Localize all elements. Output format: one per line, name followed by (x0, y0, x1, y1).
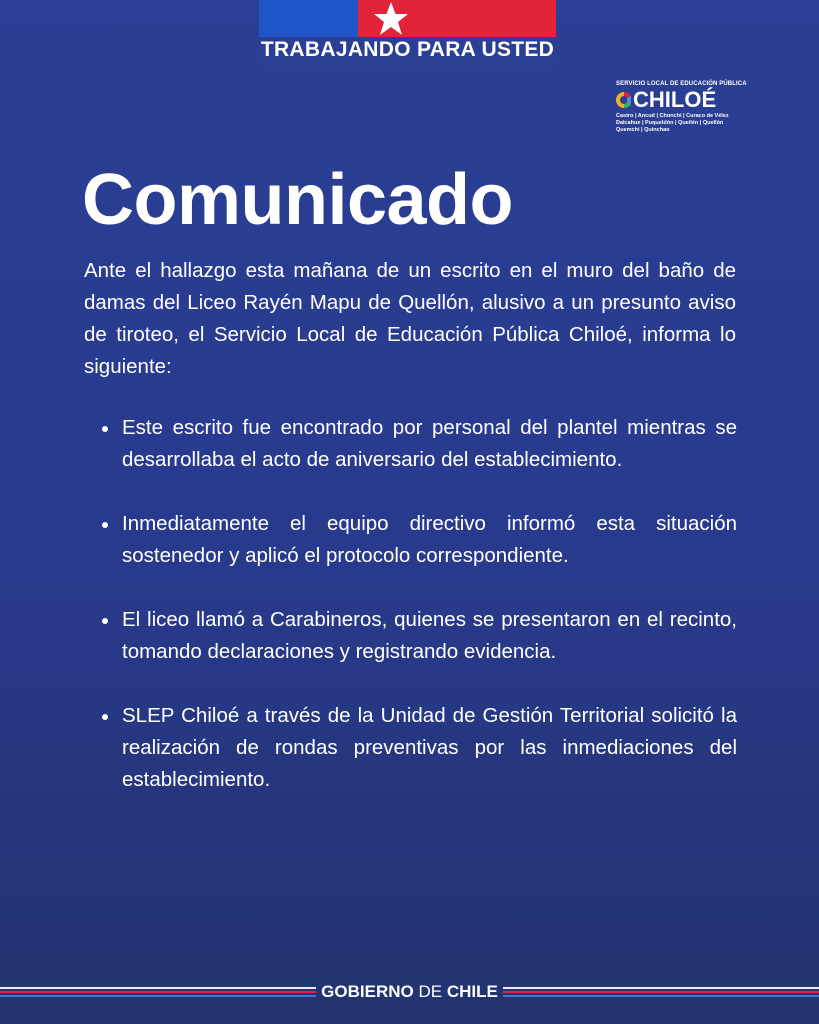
list-item-text: Inmediatamente el equipo directivo informó esta situación sostenedor y aplicó el protocolo correspondiente. (122, 512, 737, 567)
bullet-list (122, 412, 737, 828)
star-icon (372, 0, 410, 37)
bullet-dot-icon (102, 426, 108, 432)
logo-communes: Castro | Ancud | Chonchi | Curaco de Vélez Dalcahue | Puqueldón | Queilén | Quellón Quemchi | Quinchao (616, 113, 729, 133)
list-item (122, 700, 737, 796)
list-item (122, 412, 737, 476)
list-item-text: SLEP Chiloé a través de la Unidad de Gestión Territorial solicitó la realización de rondas preventivas por las inmediaciones del establecimiento. (122, 704, 737, 791)
list-item (122, 508, 737, 572)
logo-mark-icon (616, 91, 632, 109)
page-title: Comunicado (82, 160, 514, 240)
flag-blue-field (259, 0, 358, 37)
tagline: TRABAJANDO PARA USTED (260, 38, 555, 61)
bullet-dot-icon (102, 714, 108, 720)
footer-stripes-right (503, 987, 819, 997)
logo-name: CHILOÉ (633, 87, 717, 112)
bullet-dot-icon (102, 522, 108, 528)
footer-gobierno: GOBIERNO (321, 982, 414, 1001)
footer-stripes-left (0, 987, 316, 997)
footer-de: DE (418, 982, 443, 1001)
bullet-dot-icon (102, 618, 108, 624)
list-item-text: Este escrito fue encontrado por personal del plantel mientras se desarrollaba el acto de aniversario del establecimiento. (122, 416, 737, 471)
footer-gobierno-de-chile (316, 981, 503, 1003)
logo-top-text: SERVICIO LOCAL DE EDUCACIÓN PÚBLICA (616, 81, 747, 87)
list-item (122, 604, 737, 668)
slep-chiloe-logo (616, 81, 746, 134)
list-item-text: El liceo llamó a Carabineros, quienes se presentaron en el recinto, tomando declaraciones y registrando evidencia. (122, 608, 737, 663)
intro-paragraph: Ante el hallazgo esta mañana de un escrito en el muro del baño de damas del Liceo Rayén Mapu de Quellón, alusivo a un presunto aviso de tiroteo, el Servicio Local de Educación Pública Chiloé, informa lo siguiente: (84, 259, 736, 378)
footer-chile: CHILE (446, 982, 498, 1001)
